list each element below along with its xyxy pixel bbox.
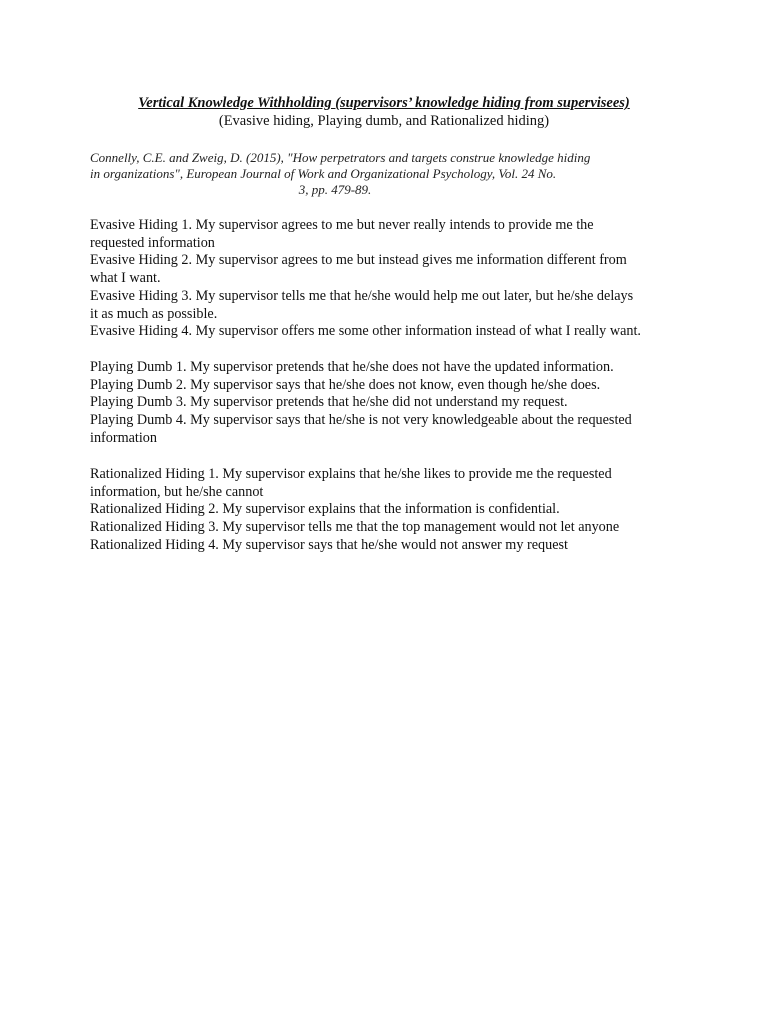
citation-line: in organizations", European Journal of Work and Organizational Psychology, Vol. 24 No. (90, 166, 557, 181)
citation (90, 150, 650, 198)
item-line: Evasive Hiding 3. My supervisor tells me that he/she would help me out later, but he/she delays (90, 287, 634, 304)
citation-line: Connelly, C.E. and Zweig, D. (2015), "How perpetrators and targets construe knowledge hiding (90, 150, 591, 165)
item-line: Playing Dumb 1. My supervisor pretends that he/she does not have the updated information. (90, 359, 614, 375)
item-line: it as much as possible. (90, 305, 218, 322)
rationalized-hiding-section (90, 466, 690, 555)
item-line: requested information (90, 234, 215, 251)
item-line: Rationalized Hiding 3. My supervisor tells me that the top management would not let anyone (90, 519, 620, 536)
item-line: Evasive Hiding 2. My supervisor agrees to me but instead gives me information different from (90, 252, 627, 269)
evasive-hiding-section (90, 217, 690, 341)
item-line: Evasive Hiding 4. My supervisor offers me some other information instead of what I really want. (90, 323, 641, 340)
document-subtitle: (Evasive hiding, Playing dumb, and Rationalized hiding) (218, 113, 550, 129)
item-line: Rationalized Hiding 1. My supervisor explains that he/she likes to provide me the requested (90, 466, 612, 482)
item-line: Playing Dumb 3. My supervisor pretends that he/she did not understand my request. (90, 394, 568, 411)
item-line: Rationalized Hiding 4. My supervisor says that he/she would not answer my request (90, 536, 568, 553)
playing-dumb-section (90, 359, 690, 448)
document-title: Vertical Knowledge Withholding (supervisors’ knowledge hiding from supervisees) (138, 95, 630, 111)
item-line: Playing Dumb 2. My supervisor says that he/she does not know, even though he/she does. (90, 376, 601, 393)
item-line: Rationalized Hiding 2. My supervisor explains that the information is confidential. (90, 501, 560, 518)
item-line: information (90, 429, 157, 446)
citation-line: 3, pp. 479-89. (298, 182, 372, 197)
item-line: Evasive Hiding 1. My supervisor agrees to me but never really intends to provide me the (90, 217, 594, 233)
item-line: information, but he/she cannot (90, 483, 264, 500)
item-line: what I want. (90, 270, 161, 287)
item-line: Playing Dumb 4. My supervisor says that he/she is not very knowledgeable about the requested (90, 412, 632, 429)
